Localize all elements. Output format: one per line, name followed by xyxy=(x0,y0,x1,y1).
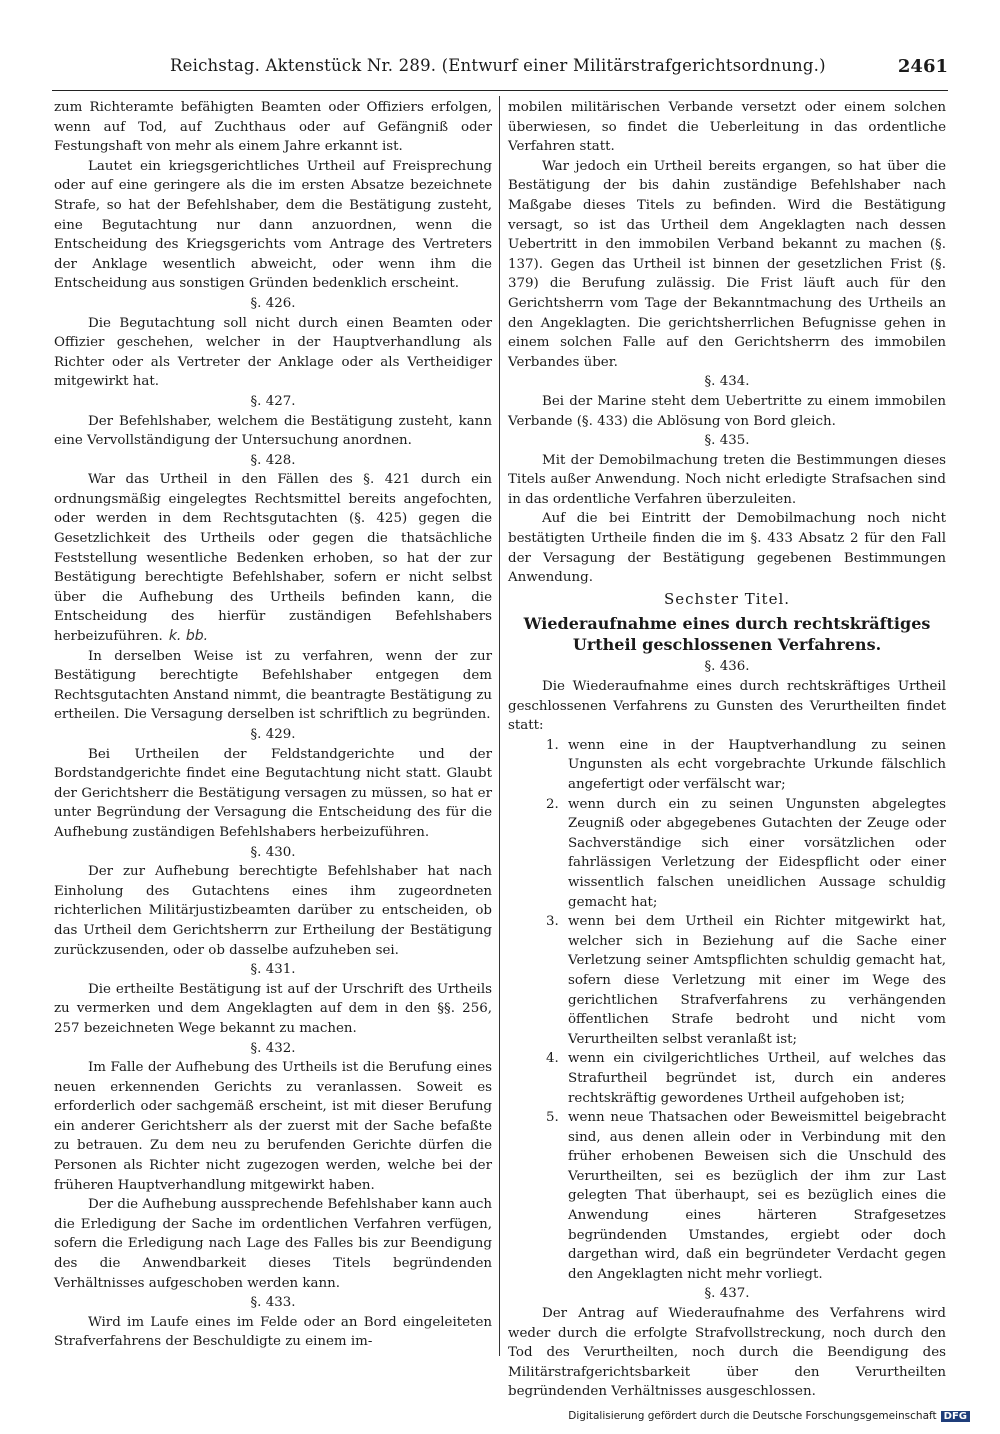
item-text: wenn durch ein zu seinen Ungunsten abgelegtes Zeugniß oder abgegebenes Gutachten der Zeuge oder Sachverständige sich einer vorsätzlichen oder fahrlässigen Verletzung der Eidespflicht oder einer wissentlich falschen uneidlichen Aussage schuldig gemacht hat; xyxy=(568,796,946,910)
paragraph: Die Wiederaufnahme eines durch rechtskräftiges Urtheil geschlossenen Verfahrens zu Gunsten des Verurtheilten findet statt: xyxy=(508,679,946,734)
page-number: 2461 xyxy=(897,56,948,77)
section-number: §. 429. xyxy=(250,727,296,742)
header-rule xyxy=(52,90,948,91)
list-item xyxy=(508,736,946,795)
left-column xyxy=(54,98,492,1352)
item-number: 3. xyxy=(546,914,559,930)
item-number: 4. xyxy=(546,1051,559,1067)
paragraph: Der zur Aufhebung berechtigte Befehlshaber hat nach Einholung des Gutachtens eines ihm zugeordneten richterlichen Militärjustizbeamten darüber zu entscheiden, ob das Urtheil dem Gerichtsherrn zur Ertheilung der Bestätigung zurückzusenden, oder ob dasselbe aufzuheben sei. xyxy=(54,864,492,958)
section-number: §. 426. xyxy=(250,295,296,311)
item-number: 5. xyxy=(546,1110,559,1126)
section-number: §. 435. xyxy=(704,433,750,449)
column-divider xyxy=(499,96,500,1356)
section-number: §. 428. xyxy=(250,452,296,468)
paragraph: Lautet ein kriegsgerichtliches Urtheil auf Freisprechung oder auf eine geringere als die im ersten Absatze bezeichnete Strafe, so hat der Befehlshaber, dem die Bestätigung zusteht, eine Begutachtung nur dann anzuordnen, wenn die Entscheidung des Kriegsgerichts vom Antrage des Vertreters der Anklage wesentlich abweicht, oder wenn ihm die Entscheidung aus sonstigen Gründen bedenklich erscheint. xyxy=(54,158,492,292)
section-number: §. 436. xyxy=(704,659,750,675)
paragraph: Der die Aufhebung aussprechende Befehlshaber kann auch die Erledigung der Sache im ordentlichen Verfahren verfügen, sofern die Erledigung nach Lage des Falles bis zur Beendigung des die Anwendbarkeit dieses Titels begründenden Verhältnisses aufgeschoben werden kann. xyxy=(54,1197,492,1291)
item-number: 2. xyxy=(546,796,559,812)
list-item xyxy=(508,795,946,913)
list-item xyxy=(508,1049,946,1108)
paragraph-text: War das Urtheil in den Fällen des §. 421 durch ein ordnungsmäßig eingelegtes Rechtsmittel bereits angefochten, oder werden in dem Rechtsgutachten (§. 425) gegen die Gesetzlichkeit des Urtheils oder gegen die thatsächliche Feststellung wesentliche Bedenken erhoben, so hat der zur Bestätigung berechtigte Befehlshaber, sofern er nicht selbst über die Aufhebung des Urtheils befinden kann, die Entscheidung des hierfür zuständigen Befehlshabers herbeizuführen. xyxy=(54,472,492,645)
item-text: wenn eine in der Hauptverhandlung zu seinen Ungunsten als echt vorgebrachte Urkunde fälschlich angefertigt oder verfälscht war; xyxy=(568,737,946,792)
paragraph: Der Antrag auf Wiederaufnahme des Verfahrens wird weder durch die erfolgte Strafvollstreckung, noch durch den Tod des Verurtheilten, noch durch die Beendigung des Militärstrafgerichtsbarkeit über den Verurtheilten begründenden Verhältnisses ausgeschlossen. xyxy=(508,1306,946,1400)
dfg-logo: DFG xyxy=(941,1411,970,1422)
enumerated-list xyxy=(508,736,946,1285)
paragraph: Wird im Laufe eines im Felde oder an Bord eingeleiteten Strafverfahrens der Beschuldigte zu einem im- xyxy=(54,1314,492,1350)
section-number: §. 431. xyxy=(250,962,296,978)
section-number: §. 432. xyxy=(250,1040,296,1056)
chapter-subtitle: Sechster Titel. xyxy=(663,589,791,608)
chapter-heading: Wiederaufnahme eines durch rechtskräftiges Urtheil geschlossenen Verfahrens. xyxy=(523,614,931,655)
list-item xyxy=(508,912,946,1049)
item-number: 1. xyxy=(546,737,559,753)
paragraph: Der Befehlshaber, welchem die Bestätigung zusteht, kann eine Vervollständigung der Untersuchung anordnen. xyxy=(54,413,492,449)
section-number: §. 427. xyxy=(250,393,296,409)
section-number: §. 433. xyxy=(250,1295,296,1311)
paragraph: Bei der Marine steht dem Uebertritte zu einem immobilen Verbande (§. 433) die Ablösung von Bord gleich. xyxy=(508,393,946,429)
section-number: §. 434. xyxy=(704,374,750,390)
paragraph: Auf die bei Eintritt der Demobilmachung noch nicht bestätigten Urtheile finden die im §. 433 Absatz 2 für den Fall der Versagung der Bestätigung gegebenen Bestimmungen Anwendung. xyxy=(508,511,946,586)
paragraph: Mit der Demobilmachung treten die Bestimmungen dieses Titels außer Anwendung. Noch nicht erledigte Strafsachen sind in das ordentliche Verfahren überzuleiten. xyxy=(508,452,946,507)
item-text: wenn bei dem Urtheil ein Richter mitgewirkt hat, welcher sich in Beziehung auf die Sache einer Verletzung seiner Amtspflichten schuldig gemacht hat, sofern diese Verletzung mit einer im Wege des gerichtlichen Strafverfahrens zu verhängenden öffentlichen Strafe bedroht und nicht vom Verurtheilten selbst veranlaßt ist; xyxy=(568,914,946,1047)
right-column xyxy=(508,98,946,1402)
paragraph: Im Falle der Aufhebung des Urtheils ist die Berufung eines neuen erkennenden Gerichts zu veranlassen. Soweit es erforderlich oder sachgemäß erscheint, ist mit dieser Berufung ein anderer Gerichtsherr als der zuerst mit der Sache befaßte zu betrauen. Zu dem neu zu berufenden Gerichte dürfen die Personen als Richter nicht zugezogen werden, welche bei der früheren Hauptverhandlung mitgewirkt haben. xyxy=(54,1060,492,1193)
list-item xyxy=(508,1108,946,1284)
paragraph: Bei Urtheilen der Feldstandgerichte und der Bordstandgerichte findet eine Begutachtung nicht statt. Glaubt der Gerichtsherr die Bestätigung versagen zu müssen, so hat er unter Begründung der Versagung die Entscheidung des für die Aufhebung zuständigen Befehlshabers herbeizuführen. xyxy=(54,746,492,840)
section-number: §. 430. xyxy=(250,844,296,860)
item-text: wenn ein civilgerichtliches Urtheil, auf welches das Strafurtheil begründet ist, durch ein anderes rechtskräftig gewordenes Urtheil aufgehoben ist; xyxy=(568,1051,946,1106)
footer-text: Digitalisierung gefördert durch die Deutsche Forschungsgemeinschaft xyxy=(568,1410,937,1422)
paragraph: War jedoch ein Urtheil bereits ergangen, so hat über die Bestätigung der bis dahin zuständige Befehlshaber nach Maßgabe dieses Titels zu befinden. Wird die Bestätigung versagt, so ist das Urtheil dem Angeklagten nach dessen Uebertritt in den immobilen Verband bekannt zu machen (§. 137). Gegen das Urtheil ist binnen der gesetzlichen Frist (§. 379) die Berufung zulässig. Die Frist läuft auch für den Gerichtsherrn vom Tage der Bekanntmachung des Urtheils an den Angeklagten. Die gerichtsherrlichen Befugnisse gehen in einem solchen Falle auf den Gerichtsherrn des immobilen Verbandes über. xyxy=(508,158,946,370)
footer-credit xyxy=(568,1410,970,1422)
paragraph xyxy=(54,470,492,646)
paragraph: Die ertheilte Bestätigung ist auf der Urschrift des Urtheils zu vermerken und dem Angeklagten auf dem in den §§. 256, 257 bezeichneten Wege bekannt zu machen. xyxy=(54,981,492,1036)
paragraph: mobilen militärischen Verbande versetzt oder einem solchen überwiesen, so findet die Ueberleitung in das ordentliche Verfahren statt. xyxy=(508,100,946,155)
paragraph: In derselben Weise ist zu verfahren, wenn der zur Bestätigung berechtigte Befehlshaber entgegen dem Rechtsgutachten Anstand nimmt, die beantragte Bestätigung zu ertheilen. Die Versagung derselben ist schriftlich zu begründen. xyxy=(54,648,492,723)
page-header xyxy=(52,56,948,86)
header-title: Reichstag. Aktenstück Nr. 289. (Entwurf einer Militärstrafgerichtsordnung.) xyxy=(170,56,826,75)
handwritten-note: k. bb. xyxy=(168,628,209,645)
section-number: §. 437. xyxy=(704,1286,750,1302)
paragraph: zum Richteramte befähigten Beamten oder Offiziers erfolgen, wenn auf Tod, auf Zuchthaus oder auf Gefängniß oder Festungshaft von mehr als einem Jahre erkannt ist. xyxy=(54,100,492,155)
paragraph: Die Begutachtung soll nicht durch einen Beamten oder Offizier geschehen, welcher in der Hauptverhandlung als Richter oder als Vertreter der Anklage oder als Vertheidiger mitgewirkt hat. xyxy=(54,315,492,390)
item-text: wenn neue Thatsachen oder Beweismittel beigebracht sind, aus denen allein oder in Verbindung mit den früher erhobenen Beweisen sich die Unschuld des Verurtheilten, sei es bezüglich der ihm zur Last gelegten That überhaupt, sei es bezüglich eines die Anwendung eines härteren Strafgesetzes begründenden Umstandes, ergiebt oder doch dargethan wird, daß ein begründeter Verdacht gegen den Angeklagten nicht mehr vorliegt. xyxy=(568,1110,946,1282)
